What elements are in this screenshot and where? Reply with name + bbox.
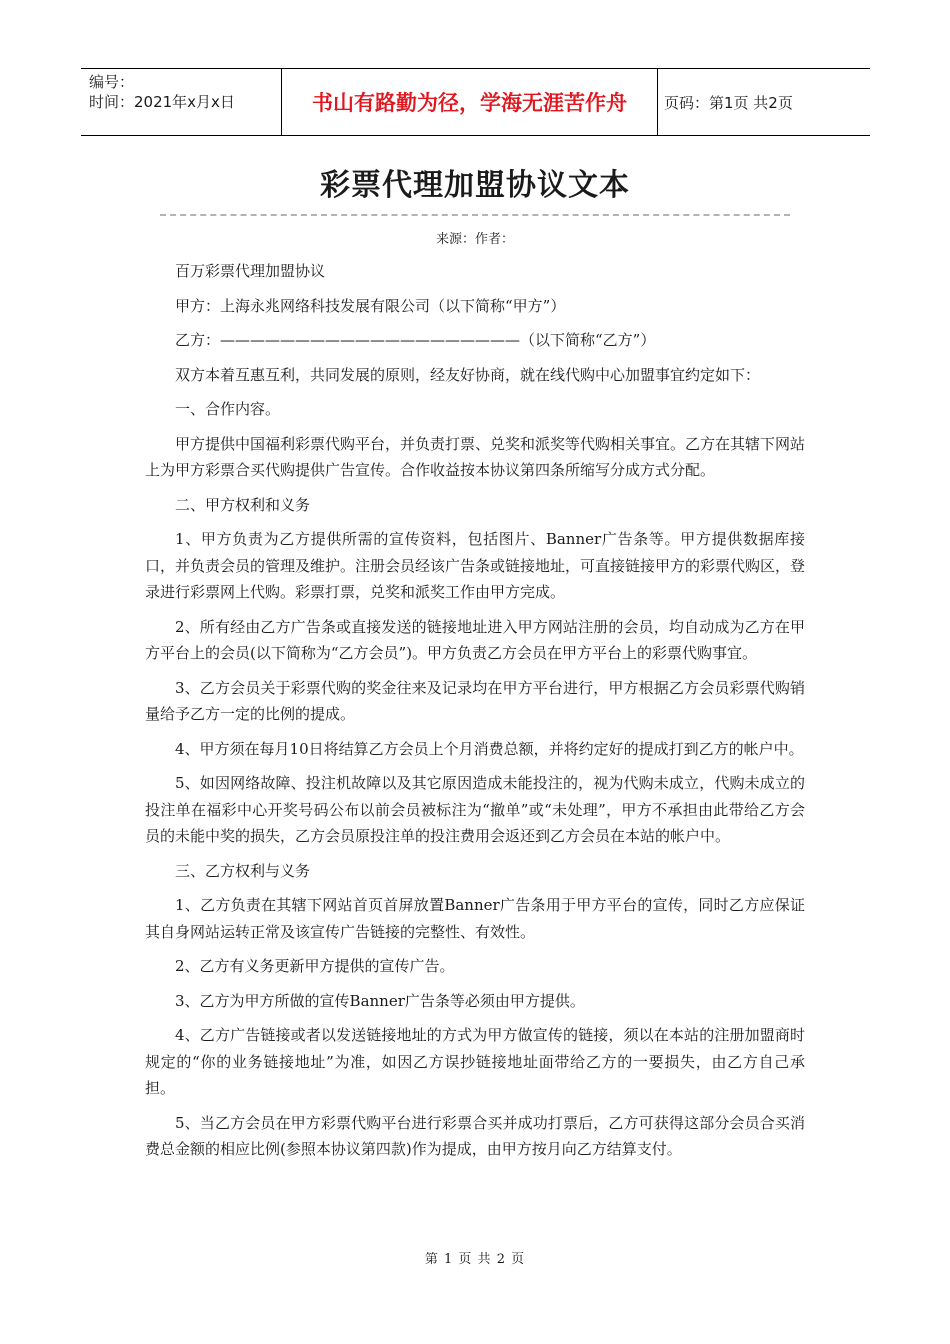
body-paragraph: 4、甲方须在每月10日将结算乙方会员上个月消费总额，并将约定好的提成打到乙方的帐户中。 — [175, 739, 804, 758]
body-paragraph: 5、当乙方会员在甲方彩票代购平台进行彩票合买并成功打票后，乙方可获得这部分会员合买消费总金额的相应比例(参照本协议第四款)作为提成，由甲方按月向乙方结算支付。 — [145, 1113, 805, 1158]
body-paragraph: 3、乙方为甲方所做的宣传Banner广告条等必须由甲方提供。 — [175, 991, 585, 1010]
document-title: 彩票代理加盟协议文本 — [320, 168, 630, 203]
body-paragraph: 1、甲方负责为乙方提供所需的宣传资料，包括图片、Banner广告条等。甲方提供数据库接口，并负责会员的管理及维护。注册会员经该广告条或链接地址，可直接链接甲方的彩票代购区，登录进行彩票网上代购。彩票打票，兑奖和派奖工作由甲方完成。 — [145, 530, 806, 601]
body-paragraph: 双方本着互惠互利，共同发展的原则，经友好协商，就在线代购中心加盟事宜约定如下： — [175, 365, 761, 384]
section-heading: 二、甲方权利和义务 — [175, 495, 311, 514]
header-motto-cell — [282, 69, 658, 135]
document-body — [145, 258, 805, 1171]
body-paragraph: 5、如因网络故障、投注机故障以及其它原因造成未能投注的，视为代购未成立，代购未成立的投注单在福彩中心开奖号码公布以前会员被标注为“撤单”或“未处理”，甲方不承担由此带给乙方会员的未能中奖的损失，乙方会员原投注单的投注费用会返还到乙方会员在本站的帐户中。 — [145, 774, 805, 845]
header-page-cell — [658, 69, 870, 135]
source-line: 来源：作者： — [435, 232, 514, 247]
body-paragraph: 甲方：上海永兆网络科技发展有限公司（以下简称“甲方”） — [175, 296, 566, 315]
body-paragraph: 1、乙方负责在其辖下网站首页首屏放置Banner广告条用于甲方平台的宣传，同时乙方应保证其自身网站运转正常及该宣传广告链接的完整性、有效性。 — [145, 896, 805, 941]
document-number-label: 编号： — [89, 73, 135, 91]
section-heading: 一、合作内容。 — [175, 400, 281, 418]
header-motto: 书山有路勤为径，学海无涯苦作舟 — [312, 91, 627, 115]
body-paragraph: 甲方提供中国福利彩票代购平台，并负责打票、兑奖和派奖等代购相关事宜。乙方在其辖下网站上为甲方彩票合买代购提供广告宣传。合作收益按本协议第四条所缩写分成方式分配。 — [145, 434, 806, 479]
page-footer: 第 1 页 共 2 页 — [424, 1252, 526, 1267]
body-paragraph: 百万彩票代理加盟协议 — [175, 262, 326, 280]
section-heading: 三、乙方权利与义务 — [175, 861, 311, 880]
header-page-label: 页码：第1页 共2页 — [664, 93, 793, 112]
body-paragraph: 2、所有经由乙方广告条或直接发送的链接地址进入甲方网站注册的会员，均自动成为乙方在甲方平台上的会员(以下简称为“乙方会员”)。甲方负责乙方会员在甲方平台上的彩票代购事宜。 — [145, 617, 805, 662]
header-info-cell — [81, 69, 282, 135]
body-paragraph: 3、乙方会员关于彩票代购的奖金往来及记录均在甲方平台进行，甲方根据乙方会员彩票代购销量给予乙方一定的比例的提成。 — [145, 678, 805, 723]
header-table — [81, 68, 870, 136]
document-date-label: 时间：2021年x月x日 — [89, 93, 235, 111]
body-paragraph: 乙方：————————————————————（以下简称“乙方”） — [175, 331, 656, 349]
body-paragraph: 2、乙方有义务更新甲方提供的宣传广告。 — [175, 957, 455, 975]
body-paragraph: 4、乙方广告链接或者以发送链接地址的方式为甲方做宣传的链接，须以在本站的注册加盟商时规定的“你的业务链接地址”为准，如因乙方误抄链接地址面带给乙方的一要损失，由乙方自己承担。 — [145, 1026, 805, 1097]
title-divider — [160, 214, 790, 216]
